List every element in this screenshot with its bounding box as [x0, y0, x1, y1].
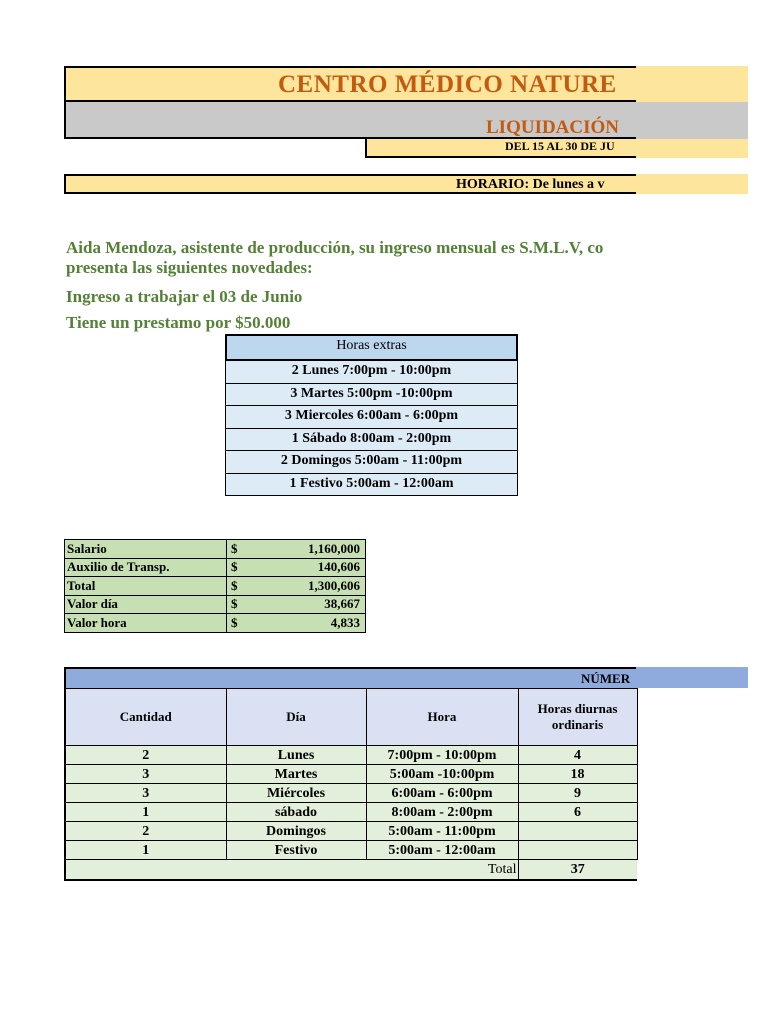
cell-dia: sábado — [226, 803, 366, 822]
total-value: 37 — [518, 860, 637, 881]
overtime-table — [225, 334, 518, 496]
period-band-extension — [636, 139, 748, 158]
cell-diurnas: 6 — [518, 803, 637, 822]
cell-hora: 7:00pm - 10:00pm — [366, 746, 518, 765]
hours-table — [64, 688, 638, 881]
salary-value: 140,606 — [245, 558, 366, 577]
schedule-label: HORARIO: De lunes a v — [64, 174, 636, 194]
salary-value: 1,300,606 — [245, 577, 366, 596]
table-row — [65, 822, 637, 841]
period-label: DEL 15 AL 30 DE JU — [365, 139, 636, 158]
cell-cantidad: 2 — [65, 822, 226, 841]
salary-row — [65, 558, 366, 577]
start-date-note: Ingreso a trabajar el 03 de Junio — [66, 287, 303, 306]
description-line-1: Aida Mendoza, asistente de producción, su ingreso mensual es S.M.L.V, co — [66, 238, 604, 257]
salary-row — [65, 614, 366, 633]
currency-symbol: $ — [227, 558, 246, 577]
salary-table — [64, 539, 366, 633]
salary-label: Auxilio de Transp. — [65, 558, 227, 577]
loan-note: Tiene un prestamo por $50.000 — [66, 313, 291, 332]
table-row — [65, 765, 637, 784]
cell-cantidad: 1 — [65, 841, 226, 860]
table-row — [65, 841, 637, 860]
salary-value: 4,833 — [245, 614, 366, 633]
cell-diurnas: 18 — [518, 765, 637, 784]
table-row — [65, 784, 637, 803]
salary-value: 38,667 — [245, 595, 366, 614]
salary-row — [65, 577, 366, 596]
page-subtitle: LIQUIDACIÓN — [64, 102, 636, 139]
salary-row — [65, 540, 366, 559]
overtime-row: 2 Lunes 7:00pm - 10:00pm — [225, 361, 518, 384]
salary-label: Valor hora — [65, 614, 227, 633]
cell-hora: 6:00am - 6:00pm — [366, 784, 518, 803]
currency-symbol: $ — [227, 577, 246, 596]
cell-cantidad: 2 — [65, 746, 226, 765]
salary-label: Salario — [65, 540, 227, 559]
cell-cantidad: 3 — [65, 765, 226, 784]
cell-dia: Festivo — [226, 841, 366, 860]
cell-dia: Miércoles — [226, 784, 366, 803]
column-header-cantidad: Cantidad — [65, 689, 226, 746]
overtime-row: 3 Martes 5:00pm -10:00pm — [225, 384, 518, 407]
cell-diurnas: 4 — [518, 746, 637, 765]
total-label: Total — [65, 860, 518, 881]
currency-symbol: $ — [227, 540, 246, 559]
cell-diurnas — [518, 841, 637, 860]
description-line-2: presenta las siguientes novedades: — [66, 258, 313, 277]
cell-dia: Lunes — [226, 746, 366, 765]
cell-dia: Domingos — [226, 822, 366, 841]
currency-symbol: $ — [227, 614, 246, 633]
title-band-extension — [636, 66, 748, 102]
cell-hora: 8:00am - 2:00pm — [366, 803, 518, 822]
overtime-row: 2 Domingos 5:00am - 11:00pm — [225, 451, 518, 474]
cell-diurnas: 9 — [518, 784, 637, 803]
overtime-header: Horas extras — [225, 334, 518, 361]
table-row — [65, 746, 637, 765]
cell-cantidad: 3 — [65, 784, 226, 803]
cell-hora: 5:00am - 12:00am — [366, 841, 518, 860]
hours-band-extension — [636, 667, 748, 688]
overtime-row: 1 Sábado 8:00am - 2:00pm — [225, 429, 518, 452]
overtime-row: 1 Festivo 5:00am - 12:00am — [225, 474, 518, 497]
hours-table-header — [65, 689, 637, 746]
table-row — [65, 803, 637, 822]
cell-dia: Martes — [226, 765, 366, 784]
subtitle-band-extension — [636, 102, 748, 139]
cell-hora: 5:00am -10:00pm — [366, 765, 518, 784]
cell-cantidad: 1 — [65, 803, 226, 822]
salary-label: Total — [65, 577, 227, 596]
schedule-band-extension — [636, 174, 748, 194]
hours-table-band: NÚMER — [64, 667, 636, 688]
column-header-diurnas: Horas diurnas ordinaris — [518, 689, 637, 746]
salary-row — [65, 595, 366, 614]
salary-label: Valor día — [65, 595, 227, 614]
total-row — [65, 860, 637, 881]
overtime-row: 3 Miercoles 6:00am - 6:00pm — [225, 406, 518, 429]
currency-symbol: $ — [227, 595, 246, 614]
cell-diurnas — [518, 822, 637, 841]
column-header-dia: Día — [226, 689, 366, 746]
page-title: CENTRO MÉDICO NATURE — [64, 66, 636, 102]
salary-value: 1,160,000 — [245, 540, 366, 559]
column-header-hora: Hora — [366, 689, 518, 746]
cell-hora: 5:00am - 11:00pm — [366, 822, 518, 841]
